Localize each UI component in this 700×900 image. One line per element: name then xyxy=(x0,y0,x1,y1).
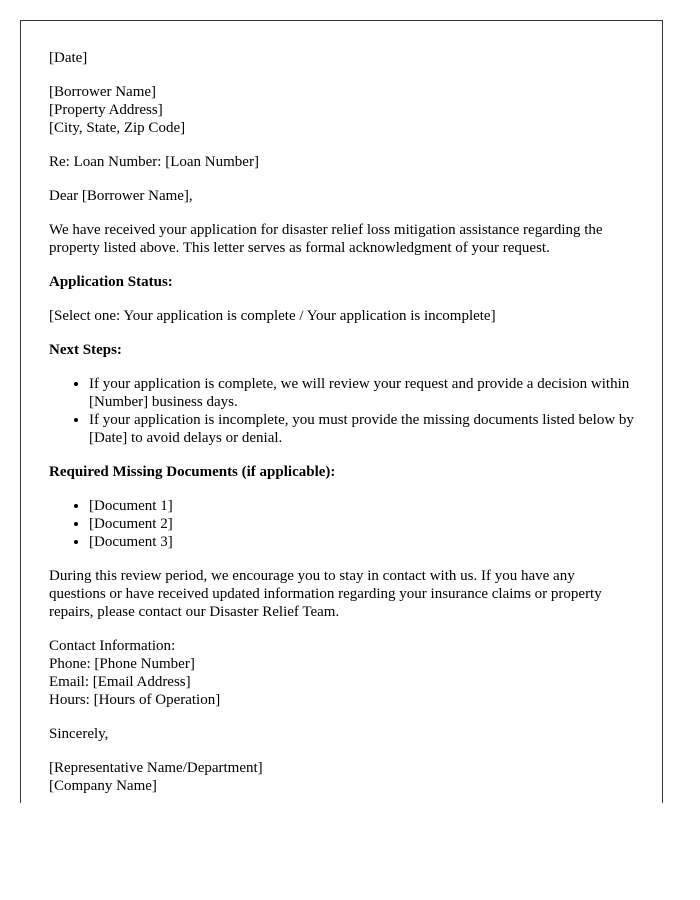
list-item: • [Document 1] xyxy=(89,497,634,515)
contact-phone: Phone: [Phone Number] xyxy=(49,656,195,672)
list-item: • If your application is incomplete, you must provide the missing documents listed below by [Date] to avoid delays or denial. xyxy=(89,411,634,447)
contact-email: Email: [Email Address] xyxy=(49,674,191,690)
date: [Date] xyxy=(49,50,88,66)
next-steps-heading: Next Steps: xyxy=(49,342,122,358)
signature xyxy=(49,759,634,795)
representative-name: [Representative Name/Department] xyxy=(49,760,263,776)
salutation: Dear [Borrower Name], xyxy=(49,188,193,204)
company-name: [Company Name] xyxy=(49,778,157,794)
recipient-address xyxy=(49,83,634,137)
list-item: • [Document 2] xyxy=(89,515,634,533)
list-item: • [Document 3] xyxy=(89,533,634,551)
property-address: [Property Address] xyxy=(49,102,163,118)
city-state-zip: [City, State, Zip Code] xyxy=(49,120,186,136)
intro-paragraph: We have received your application for disaster relief loss mitigation assistance regarding the property listed above. This letter serves as formal acknowledgment of your request. xyxy=(49,222,603,256)
review-paragraph: During this review period, we encourage you to stay in contact with us. If you have any questions or have received updated information regarding your insurance claims or property repairs, please contact our Disaster Relief Team. xyxy=(49,568,602,620)
status-heading: Application Status: xyxy=(49,274,173,290)
documents-list xyxy=(49,497,634,551)
letter xyxy=(20,20,663,803)
contact-hours: Hours: [Hours of Operation] xyxy=(49,692,221,708)
re-line: Re: Loan Number: [Loan Number] xyxy=(49,154,259,170)
contact-heading: Contact Information: xyxy=(49,638,176,654)
documents-heading: Required Missing Documents (if applicable): xyxy=(49,464,336,480)
borrower-name: [Borrower Name] xyxy=(49,84,157,100)
next-steps-list xyxy=(49,375,634,447)
status-text: [Select one: Your application is complete / Your application is incomplete] xyxy=(49,308,496,324)
contact-information xyxy=(49,637,634,709)
list-item: • If your application is complete, we will review your request and provide a decision within [Number] business days. xyxy=(89,375,634,411)
closing: Sincerely, xyxy=(49,726,109,742)
